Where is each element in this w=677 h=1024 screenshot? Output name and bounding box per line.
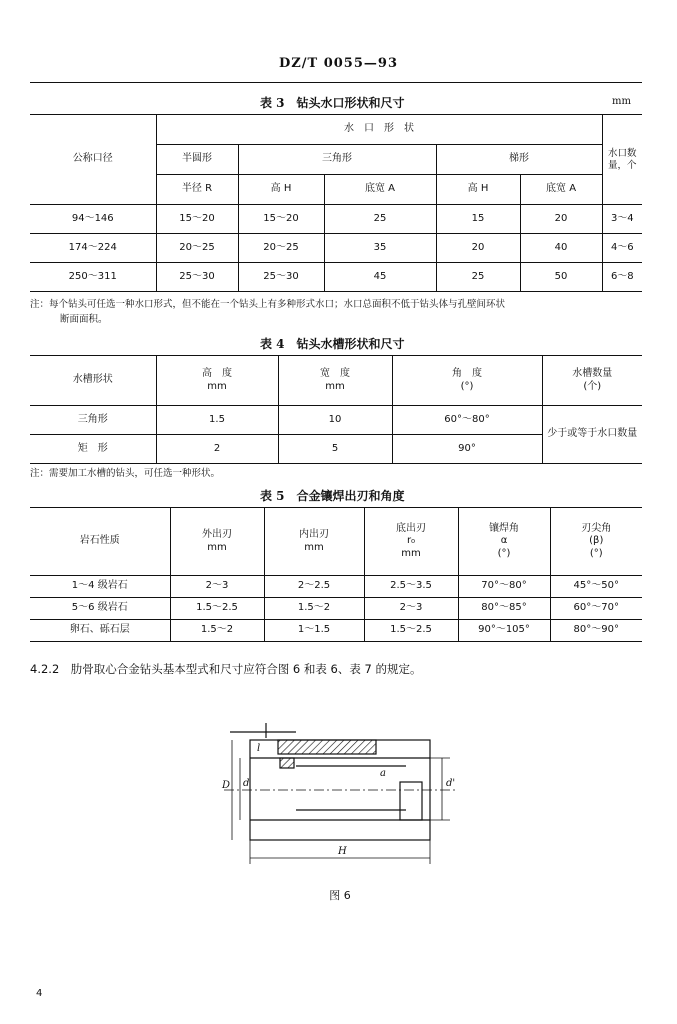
table3-sub-tri-height: 高 H (238, 175, 324, 205)
table5-header-tip-symbol: (β) (589, 535, 604, 547)
table-cell: 94～146 (30, 205, 156, 234)
table4-header-width (278, 356, 392, 406)
table4-count-value: 少于或等于水口数量 (542, 406, 642, 464)
table5-header-outer (170, 508, 264, 576)
table5-header-outer-label: 外出刃 (202, 529, 232, 540)
table4-header-count-label: 水槽数量 (572, 368, 613, 379)
table-cell: 2～3 (170, 576, 264, 598)
table-cell: 三角形 (30, 406, 156, 435)
table4-header-height (156, 356, 278, 406)
table4-header-count (542, 356, 642, 406)
table5-header-weld-symbol: α (500, 535, 508, 547)
table-cell: 60°～70° (550, 598, 642, 620)
table-cell: 矩 形 (30, 435, 156, 464)
table5-header-tip-unit: (°) (589, 547, 603, 559)
table-cell: 45 (324, 263, 436, 292)
table3-unit: mm (612, 96, 631, 107)
table4-header-height-label: 高 度 (202, 368, 232, 379)
table-row (30, 205, 642, 234)
table-cell: 50 (520, 263, 602, 292)
table-cell: 35 (324, 234, 436, 263)
hatched-wall (278, 740, 376, 754)
table-cell: 3～4 (602, 205, 642, 234)
table-cell: 60°～80° (392, 406, 542, 435)
table5-header-tip (550, 508, 642, 576)
table-cell: 15 (436, 205, 520, 234)
table4 (30, 355, 642, 464)
table3-header-triangle: 三角形 (238, 145, 436, 175)
table3-sub-trap-base: 底宽 A (520, 175, 602, 205)
table5 (30, 507, 642, 642)
table-cell: 2.5～3.5 (364, 576, 458, 598)
table-cell: 10 (278, 406, 392, 435)
table-cell: 15～20 (156, 205, 238, 234)
table5-title: 表 5 合金镶焊出刃和角度 (260, 489, 405, 503)
table4-header-shape: 水槽形状 (30, 356, 156, 406)
table-cell: 2～3 (364, 598, 458, 620)
table-cell: 20 (436, 234, 520, 263)
clause-4-2-2: 4.2.2 肋骨取心合金钻头基本型式和尺寸应符合图 6 和表 6、表 7 的规定。 (30, 662, 422, 676)
header-rule (30, 82, 642, 83)
table-cell: 90°～105° (458, 620, 550, 642)
table-cell: 1.5～2 (170, 620, 264, 642)
table-cell: 250～311 (30, 263, 156, 292)
table-cell: 1.5 (156, 406, 278, 435)
table4-header-angle (392, 356, 542, 406)
table-cell: 4～6 (602, 234, 642, 263)
label-d1: d' (446, 778, 456, 789)
label-a: a (380, 768, 386, 779)
table-cell: 20～25 (238, 234, 324, 263)
table3-header-nominal: 公称口径 (30, 115, 156, 205)
table-cell: 25 (436, 263, 520, 292)
table5-header-bottom (364, 508, 458, 576)
table-cell: 25～30 (238, 263, 324, 292)
table5-header-bottom-symbol: r₀ (406, 535, 416, 547)
table-cell: 40 (520, 234, 602, 263)
table-cell: 70°～80° (458, 576, 550, 598)
table-cell: 卵石、砾石层 (30, 620, 170, 642)
table4-header-width-label: 宽 度 (320, 368, 350, 379)
label-l: l (257, 743, 261, 754)
label-H: H (338, 846, 347, 857)
table4-header-count-unit: (个) (583, 380, 602, 392)
table3-note-line1: 注：每个钻头可任选一种水口形式，但不能在一个钻头上有多种形式水口；水口总面积不低于钻头体与孔壁间环状 (30, 299, 506, 310)
label-D: D (222, 780, 231, 791)
table-cell: 5～6 级岩石 (30, 598, 170, 620)
table-cell: 20 (520, 205, 602, 234)
table5-header-outer-unit: mm (207, 541, 227, 553)
table3-sub-trap-height: 高 H (436, 175, 520, 205)
table5-header-bottom-label: 底出刃 (396, 522, 426, 534)
cutter-insert (280, 758, 294, 768)
table3-header-trapezoid: 梯形 (436, 145, 602, 175)
table5-header-tip-label: 刃尖角 (581, 522, 612, 534)
table3-note (30, 297, 650, 327)
table-row (30, 620, 642, 642)
table-cell: 1～4 级岩石 (30, 576, 170, 598)
table5-header-inner-unit: mm (304, 541, 324, 553)
table-row (30, 234, 642, 263)
table-cell: 2～2.5 (264, 576, 364, 598)
table5-header-weld-label: 镶焊角 (489, 522, 519, 534)
table3-header-count: 水口数量，个 (602, 115, 642, 205)
table3-note-line2: 断面面积。 (60, 314, 108, 326)
table-cell: 1～1.5 (264, 620, 364, 642)
table-cell: 1.5～2.5 (170, 598, 264, 620)
label-d: d (243, 778, 250, 789)
table3-sub-tri-base: 底宽 A (324, 175, 436, 205)
table-cell: 174～224 (30, 234, 156, 263)
table4-header-angle-unit: (°) (460, 380, 474, 392)
table4-note: 注：需要加工水槽的钻头，可任选一种形状。 (30, 468, 221, 479)
table4-title: 表 4 钻头水槽形状和尺寸 (260, 337, 405, 351)
table3-title: 表 3 钻头水口形状和尺寸 (260, 96, 405, 110)
table5-header-inner (264, 508, 364, 576)
table3-sub-radius: 半径 R (156, 175, 238, 205)
table-cell: 80°～85° (458, 598, 550, 620)
table-cell: 80°～90° (550, 620, 642, 642)
table-cell: 5 (278, 435, 392, 464)
table-row (30, 406, 642, 435)
table3-header-shape: 水 口 形 状 (156, 115, 602, 145)
table-row (30, 263, 642, 292)
table-cell: 45°～50° (550, 576, 642, 598)
standard-number: DZ/T 0055—93 (279, 56, 398, 71)
table-cell: 90° (392, 435, 542, 464)
bit-step (400, 782, 422, 820)
table-cell: 15～20 (238, 205, 324, 234)
table5-header-weld (458, 508, 550, 576)
figure-6-drill-bit-drawing (210, 718, 470, 878)
page-number: 4 (36, 988, 43, 999)
table5-header-inner-label: 内出刃 (299, 529, 329, 540)
table5-header-bottom-unit: mm (401, 547, 421, 559)
table5-header-weld-unit: (°) (497, 547, 511, 559)
table4-header-width-unit: mm (325, 380, 345, 392)
table-cell: 25～30 (156, 263, 238, 292)
table-row (30, 598, 642, 620)
table3 (30, 114, 642, 292)
table3-header-semicircle: 半圆形 (156, 145, 238, 175)
table-cell: 1.5～2.5 (364, 620, 458, 642)
table-cell: 6～8 (602, 263, 642, 292)
table-row (30, 576, 642, 598)
table5-header-rock: 岩石性质 (30, 508, 170, 576)
table-cell: 2 (156, 435, 278, 464)
table-cell: 25 (324, 205, 436, 234)
table4-header-height-unit: mm (207, 380, 227, 392)
figure-6-caption: 图 6 (329, 889, 351, 902)
table-cell: 1.5～2 (264, 598, 364, 620)
table4-header-angle-label: 角 度 (452, 368, 482, 379)
table-cell: 20～25 (156, 234, 238, 263)
